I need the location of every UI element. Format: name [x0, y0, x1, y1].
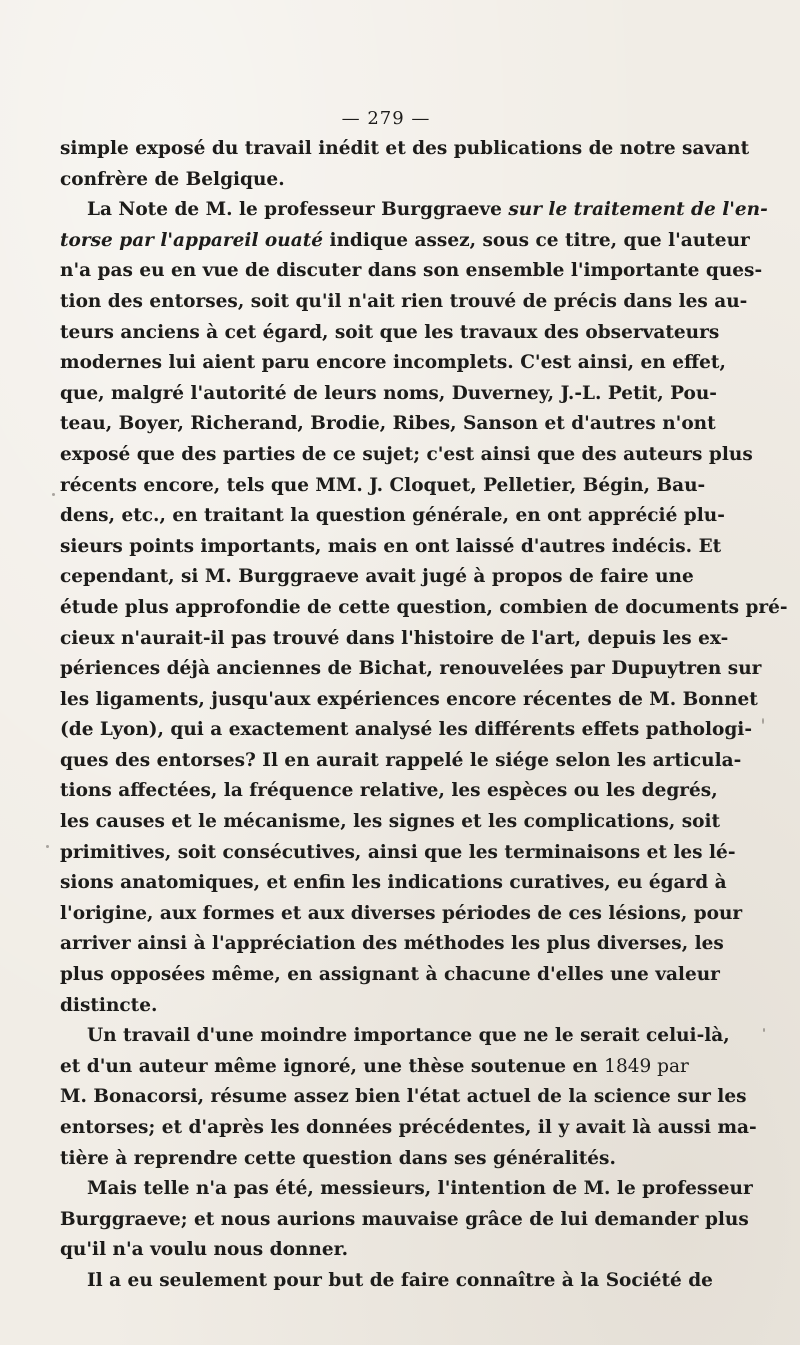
- text-line: n'a pas eu en vue de discuter dans son ensemble l'importante ques-: [60, 260, 763, 282]
- text-line: les ligaments, jusqu'aux expériences encore récentes de M. Bonnet: [60, 688, 758, 710]
- text-line: simple exposé du travail inédit et des publications de notre savant: [60, 138, 750, 159]
- text-span: La Note de M. le professeur Burggraeve: [87, 199, 509, 221]
- text-line: plus opposées même, en assignant à chacune d'elles une valeur: [60, 964, 720, 986]
- page-number: — 279 —: [341, 108, 431, 129]
- text-line: l'origine, aux formes et aux diverses périodes de ces lésions, pour: [60, 902, 743, 924]
- text-line: cependant, si M. Burggraeve avait jugé à propos de faire une: [60, 566, 694, 588]
- text-line: qu'il n'a voulu nous donner.: [60, 1239, 349, 1261]
- text-line: tions affectées, la fréquence relative, les espèces ou les degrés,: [60, 780, 718, 802]
- italic-span: torse par l'appareil ouaté: [60, 229, 324, 251]
- text-line: sions anatomiques, et enfin les indications curatives, eu égard à: [60, 872, 727, 894]
- text-span: et d'un auteur même ignoré, une thèse soutenue en: [60, 1055, 605, 1077]
- text-line: entorses; et d'après les données précédentes, il y avait là aussi ma-: [60, 1117, 757, 1138]
- text-line: récents encore, tels que MM. J. Cloquet, Pelletier, Bégin, Bau-: [60, 474, 706, 496]
- text-line: teau, Boyer, Richerand, Brodie, Ribes, Sanson et d'autres n'ont: [60, 413, 716, 435]
- italic-span: sur le traitement de l'en-: [508, 199, 768, 221]
- paper-speck: [46, 845, 49, 848]
- paper-speck: [762, 718, 764, 724]
- text-line: tion des entorses, soit qu'il n'ait rien trouvé de précis dans les au-: [60, 290, 748, 312]
- text-line: sieurs points importants, mais en ont laissé d'autres indécis. Et: [60, 535, 722, 557]
- text-line: que, malgré l'autorité de leurs noms, Duverney, J.-L. Petit, Pou-: [60, 382, 717, 404]
- text-line: teurs anciens à cet égard, soit que les travaux des observateurs: [60, 321, 720, 343]
- text-span: indique assez, sous ce titre, que l'auteur: [323, 229, 750, 251]
- text-line: modernes lui aient paru encore incomplets. C'est ainsi, en effet,: [60, 352, 726, 374]
- text-line: (de Lyon), qui a exactement analysé les différents effets pathologi-: [60, 719, 753, 741]
- text-line: [60, 226, 750, 257]
- text-line: étude plus approfondie de cette question, combien de documents pré-: [60, 596, 788, 618]
- text-line: tière à reprendre cette question dans ses généralités.: [60, 1147, 616, 1169]
- text-line: Burggraeve; et nous aurions mauvaise grâce de lui demander plus: [60, 1208, 749, 1230]
- text-line: arriver ainsi à l'appréciation des méthodes les plus diverses, les: [60, 933, 724, 955]
- text-span: 1849 par: [604, 1055, 689, 1077]
- text-line: [60, 1052, 689, 1083]
- text-line: ques des entorses? Il en aurait rappelé le siége selon les articula-: [60, 749, 742, 771]
- text-line: exposé que des parties de ce sujet; c'est ainsi que des auteurs plus: [60, 443, 753, 465]
- text-line: cieux n'aurait-il pas trouvé dans l'histoire de l'art, depuis les ex-: [60, 627, 729, 649]
- paper-speck: [52, 493, 55, 496]
- document-page: [60, 103, 788, 1297]
- body-text: [60, 134, 788, 1297]
- text-line: Il a eu seulement pour but de faire connaître à la Société de: [87, 1269, 713, 1291]
- text-line: périences déjà anciennes de Bichat, renouvelées par Dupuytren sur: [60, 658, 762, 680]
- text-line: M. Bonacorsi, résume assez bien l'état actuel de la science sur les: [60, 1086, 747, 1108]
- text-line: [60, 195, 768, 226]
- text-line: dens, etc., en traitant la question générale, en ont apprécié plu-: [60, 505, 725, 527]
- text-line: primitives, soit consécutives, ainsi que les terminaisons et les lé-: [60, 841, 736, 863]
- paper-speck: [763, 1028, 765, 1032]
- text-line: confrère de Belgique.: [60, 168, 285, 190]
- text-line: Un travail d'une moindre importance que ne le serait celui-là,: [87, 1025, 730, 1047]
- text-line: Mais telle n'a pas été, messieurs, l'intention de M. le professeur: [87, 1178, 753, 1200]
- text-line: distincte.: [60, 994, 158, 1016]
- text-line: les causes et le mécanisme, les signes et les complications, soit: [60, 811, 721, 833]
